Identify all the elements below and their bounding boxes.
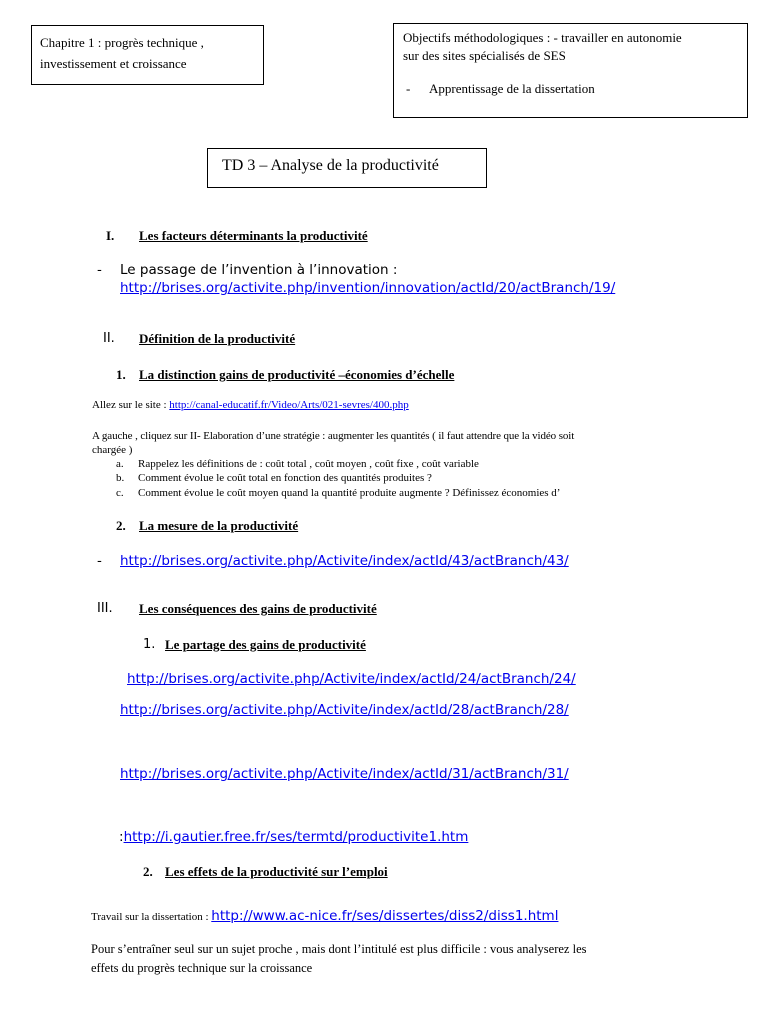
objectives-box	[393, 23, 748, 118]
dissertation-link[interactable]: http://www.ac-nice.fr/ses/dissertes/diss2/diss1.html	[211, 908, 559, 924]
section-1-numeral: I.	[106, 228, 115, 243]
dissertation-line	[91, 907, 558, 925]
actid-31-link[interactable]: http://brises.org/activite.php/Activite/index/actId/31/actBranch/31/	[120, 766, 569, 782]
objectives-line-1: Objectifs méthodologiques : - travailler en autonomie	[403, 30, 682, 45]
question-c-letter: c.	[116, 487, 124, 499]
section-3-numeral: III.	[97, 601, 113, 616]
objectives-line-2: sur des sites spécialisés de SES	[403, 48, 566, 63]
invention-innovation-link[interactable]: http://brises.org/activite.php/invention/innovation/actId/20/actBranch/19/	[120, 280, 616, 296]
canal-educatif-link[interactable]: http://canal-educatif.fr/Video/Arts/021-sevres/400.php	[169, 399, 409, 411]
title-box	[207, 148, 487, 188]
section-2-sub-2-number: 2.	[116, 518, 126, 533]
objectives-item: Apprentissage de la dissertation	[429, 81, 595, 96]
gautier-link[interactable]: http://i.gautier.free.fr/ses/termtd/productivite1.htm	[123, 829, 469, 845]
section-2-sub-2-heading: La mesure de la productivité	[139, 518, 299, 533]
section-3-heading: Les conséquences des gains de productivité	[139, 601, 377, 616]
section-1-item-text: Le passage de l’invention à l’innovation :	[120, 262, 398, 278]
site-label: Allez sur le site :	[92, 399, 170, 411]
section-3-sub-2-number: 2.	[143, 864, 153, 879]
question-c: Comment évolue le coût moyen quand la quantité produite augmente ? Définissez économies d’	[138, 487, 561, 499]
chapter-line-2: investissement et croissance	[40, 56, 187, 71]
site-instruction	[92, 399, 409, 411]
section-2-sub-2-dash: -	[97, 553, 102, 569]
section-1-dash: -	[97, 262, 102, 278]
section-3-sub-1-number: 1.	[143, 637, 156, 652]
practice-line-2: effets du progrès technique sur la croissance	[91, 961, 313, 975]
dissertation-label: Travail sur la dissertation :	[91, 911, 212, 923]
chapter-box	[31, 25, 264, 85]
instruction-line-2: chargée )	[92, 444, 133, 456]
practice-line-1: Pour s’entraîner seul sur un sujet proche , mais dont l’intitulé est plus difficile : vous analyserez les	[91, 942, 587, 956]
question-b: Comment évolue le coût total en fonction des quantités produites ?	[138, 472, 432, 484]
section-2-sub-1-heading: La distinction gains de productivité –économies d’échelle	[139, 367, 455, 382]
section-2-sub-1-number: 1.	[116, 367, 126, 382]
chapter-line-1: Chapitre 1 : progrès technique ,	[40, 35, 204, 50]
instruction-line-1: A gauche , cliquez sur II- Elaboration d’une stratégie : augmenter les quantités ( il faut attendre que la vidéo soit	[92, 430, 575, 442]
section-3-sub-2-heading: Les effets de la productivité sur l’emploi	[165, 864, 388, 879]
actid-43-link[interactable]: http://brises.org/activite.php/Activite/index/actId/43/actBranch/43/	[120, 553, 569, 569]
section-2-heading: Définition de la productivité	[139, 331, 296, 346]
gautier-prefix: :	[119, 829, 124, 845]
section-1-heading: Les facteurs déterminants la productivité	[139, 228, 368, 243]
page-title: TD 3 – Analyse de la productivité	[222, 157, 439, 174]
objectives-dash: -	[406, 81, 411, 96]
question-a-letter: a.	[116, 458, 124, 470]
section-3-sub-1-heading: Le partage des gains de productivité	[165, 637, 366, 652]
actid-28-link[interactable]: http://brises.org/activite.php/Activite/index/actId/28/actBranch/28/	[120, 702, 569, 718]
question-a: Rappelez les définitions de : coût total , coût moyen , coût fixe , coût variable	[138, 458, 479, 470]
actid-24-link[interactable]: http://brises.org/activite.php/Activite/index/actId/24/actBranch/24/	[127, 671, 576, 687]
gautier-line	[119, 829, 468, 845]
question-b-letter: b.	[116, 472, 125, 484]
section-2-numeral: II.	[103, 331, 115, 346]
